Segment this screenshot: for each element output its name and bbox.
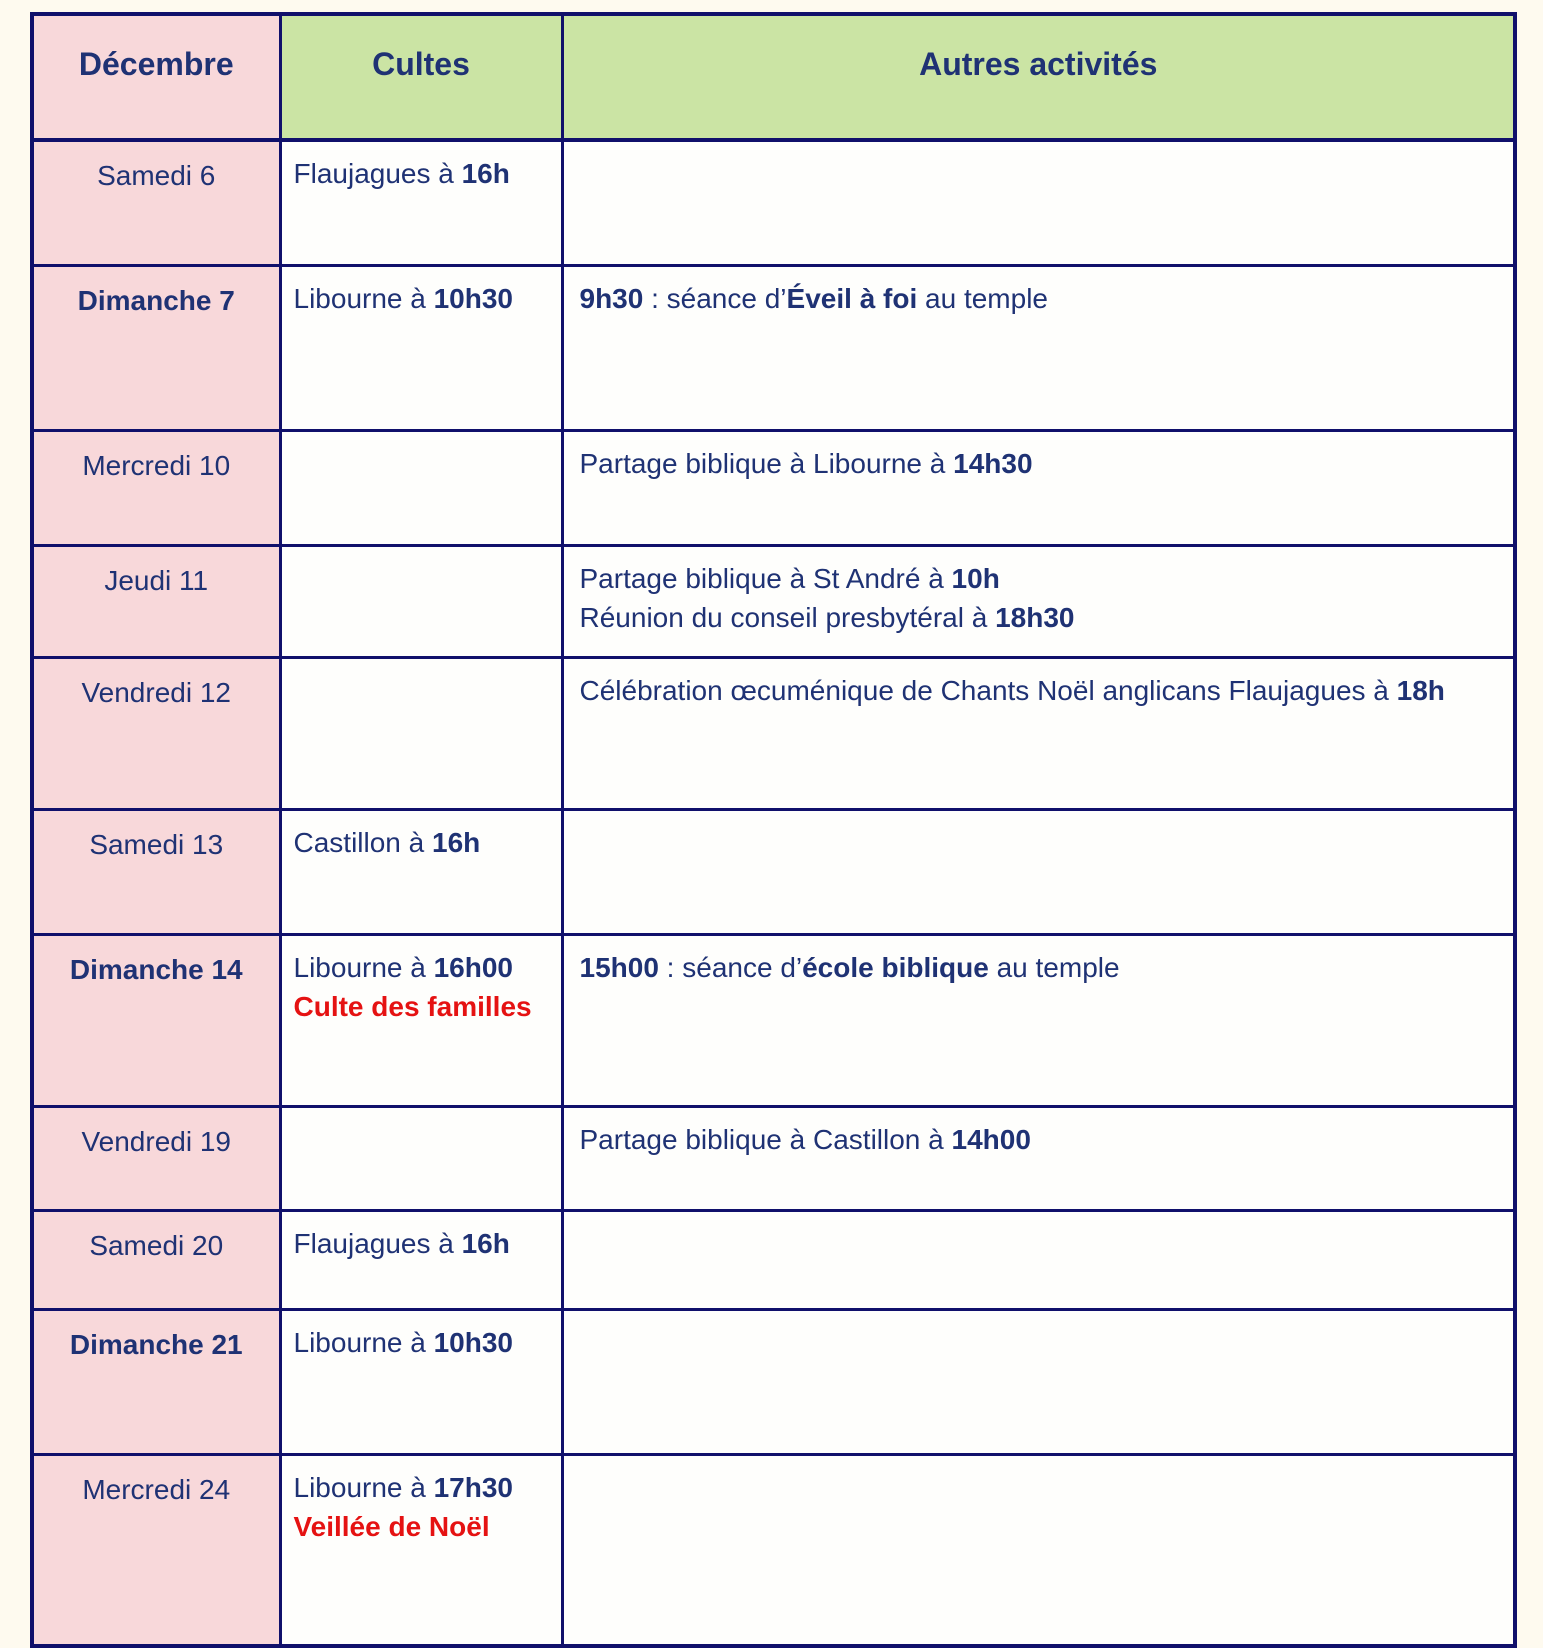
date-cell: Dimanche 7 [32,265,280,430]
cultes-cell [280,657,562,809]
cell-line [580,671,1504,710]
autres-activites-cell [562,809,1515,934]
cultes-cell [280,1210,562,1309]
cultes-cell [280,140,562,265]
plain-text: : séance d’ [643,282,787,314]
cell-line [580,279,1504,318]
cultes-cell [280,545,562,657]
date-cell: Samedi 6 [32,140,280,265]
autres-activites-cell [562,1454,1515,1646]
table-row [32,1454,1515,1646]
cultes-cell [280,1309,562,1454]
cell-line [294,1507,553,1546]
autres-activites-cell [562,265,1515,430]
cell-line [294,279,553,318]
plain-text: Partage biblique à St André à [579,562,952,594]
table-row [32,657,1515,809]
bold-text: école biblique [802,951,989,983]
cultes-cell [280,809,562,934]
bold-text: 18h30 [995,601,1075,633]
table-row [32,1106,1515,1210]
table-row [32,545,1515,657]
table-row [32,265,1515,430]
date-cell: Vendredi 19 [32,1106,280,1210]
header-decembre: Décembre [32,14,280,140]
header-autres-activites: Autres activités [562,14,1515,140]
cell-line [294,987,553,1026]
plain-text: Libourne à [293,282,434,314]
plain-text: Libourne à [293,951,434,983]
table-row [32,934,1515,1106]
cell-line [294,154,553,193]
bold-text: 16h [432,826,481,858]
plain-text: au temple [988,951,1120,983]
autres-activites-cell [562,1106,1515,1210]
cell-line [580,1120,1504,1159]
plain-text: Célébration œcuménique de Chants Noël anglicans Flaujagues à [579,674,1397,706]
autres-activites-cell [562,1210,1515,1309]
date-cell: Jeudi 11 [32,545,280,657]
cultes-cell [280,1106,562,1210]
table-row [32,140,1515,265]
cell-line [580,598,1504,637]
plain-text: Flaujagues à [293,158,462,189]
calendar-header-row [32,14,1515,140]
cultes-cell [280,1454,562,1646]
plain-text: Flaujagues à [293,1227,462,1259]
cultes-cell [280,265,562,430]
bold-text: 18h [1396,674,1445,706]
cell-line [580,559,1504,598]
bold-text: 17h30 [433,1471,514,1503]
table-row [32,1210,1515,1309]
autres-activites-cell [562,1309,1515,1454]
calendar-body [32,140,1515,1646]
date-cell: Samedi 20 [32,1210,280,1309]
date-cell: Dimanche 21 [32,1309,280,1454]
bold-text: 9h30 [579,282,644,314]
autres-activites-cell [562,657,1515,809]
plain-text: Réunion du conseil presbytéral à [579,601,996,633]
header-cultes: Cultes [280,14,562,140]
cell-line [294,1468,553,1507]
plain-text: Partage biblique à Libourne à [579,447,954,479]
date-cell: Vendredi 12 [32,657,280,809]
bold-text: 15h00 [579,951,659,983]
autres-activites-cell [562,430,1515,545]
date-cell: Mercredi 24 [32,1454,280,1646]
highlight-red-text: Culte des familles [293,990,532,1022]
bold-text: 10h [951,562,1000,594]
autres-activites-cell [562,934,1515,1106]
cell-line [294,948,553,987]
bold-text: 16h [461,1227,510,1259]
table-row [32,1309,1515,1454]
calendar-table [30,12,1517,1648]
bold-text: Éveil à foi [786,282,918,314]
cell-line [580,444,1504,483]
bold-text: 10h30 [433,282,514,314]
plain-text: Partage biblique à Castillon à [579,1123,952,1155]
highlight-red-text: Veillée de Noël [293,1510,490,1542]
bold-text: 10h30 [433,1326,514,1358]
autres-activites-cell [562,545,1515,657]
cultes-cell [280,430,562,545]
autres-activites-cell [562,140,1515,265]
cell-line [580,948,1504,987]
bold-text: 14h00 [951,1123,1031,1155]
plain-text: Libourne à [293,1471,434,1503]
date-cell: Mercredi 10 [32,430,280,545]
plain-text: Libourne à [293,1326,434,1358]
cultes-cell [280,934,562,1106]
date-cell: Samedi 13 [32,809,280,934]
plain-text: Castillon à [293,826,433,858]
cell-line [294,1224,553,1263]
bold-text: 16h [461,158,510,189]
cell-line [294,823,553,862]
date-cell: Dimanche 14 [32,934,280,1106]
bold-text: 14h30 [953,447,1033,479]
plain-text: : séance d’ [658,951,803,983]
plain-text: au temple [917,282,1048,314]
table-row [32,430,1515,545]
table-row [32,809,1515,934]
bold-text: 16h00 [433,951,514,983]
cell-line [294,1323,553,1362]
